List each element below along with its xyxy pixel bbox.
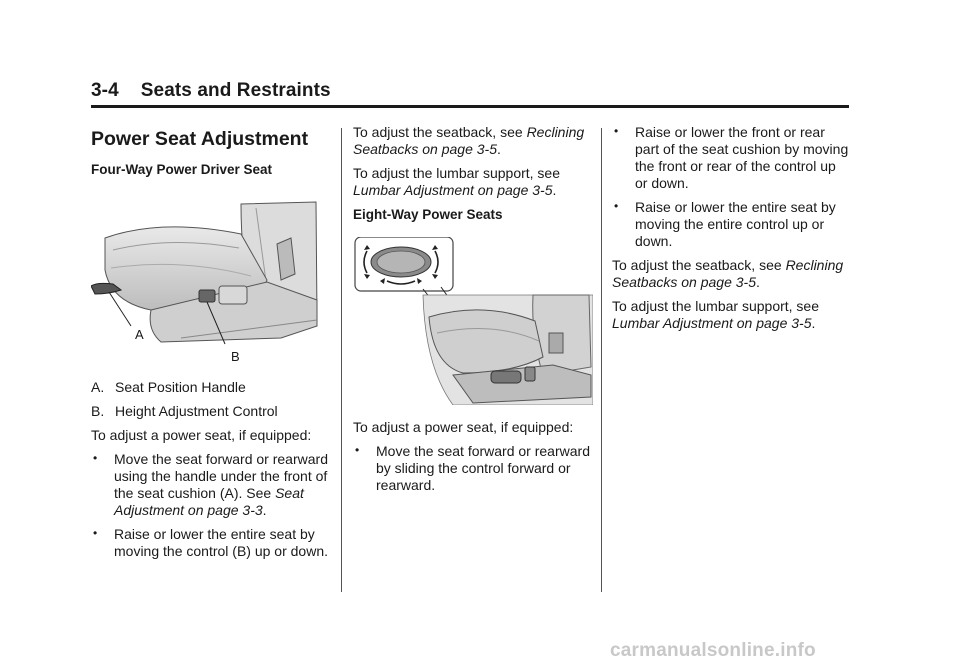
bullet-icon: • <box>614 199 619 213</box>
cross-reference-link[interactable]: Seat Adjustment on page 3-3 <box>114 485 304 518</box>
column-2 <box>353 124 593 501</box>
seat-control-illustration-icon <box>353 237 593 405</box>
chapter-title: Seats and Restraints <box>140 80 331 101</box>
subheading-eight-way: Eight-Way Power Seats <box>353 207 503 222</box>
column-divider <box>601 128 602 592</box>
cross-reference-link[interactable]: Reclining Seatbacks on page 3-5 <box>612 257 844 290</box>
paragraph: To adjust the seatback, see Reclining Seatbacks on page 3-5. <box>612 257 844 290</box>
cross-reference-link[interactable]: Lumbar Adjustment on page 3-5 <box>353 182 553 198</box>
page-header <box>91 80 849 102</box>
list-item <box>353 443 593 494</box>
section-title: Power Seat Adjustment <box>91 128 309 150</box>
bullet-text: Raise or lower the entire seat by moving the control (B) up or down. <box>114 526 328 559</box>
legend-item <box>91 403 331 420</box>
paragraph: To adjust the lumbar support, see Lumbar Adjustment on page 3-5. <box>612 298 820 331</box>
seat-illustration-icon <box>91 198 331 366</box>
subheading-four-way: Four-Way Power Driver Seat <box>91 162 273 177</box>
bullet-text: Move the seat forward or rearward using the handle under the front of the seat cushion (A). See <box>114 451 328 501</box>
bullet-text: Move the seat forward or rearward by sliding the control forward or rearward. <box>376 443 590 493</box>
intro-text: To adjust a power seat, if equipped: <box>353 419 574 435</box>
intro-text: To adjust a power seat, if equipped: <box>91 427 312 443</box>
cross-reference-link[interactable]: Lumbar Adjustment on page 3-5 <box>612 315 812 331</box>
eight-way-seat-figure <box>353 237 593 405</box>
legend-text: Height Adjustment Control <box>115 403 278 419</box>
bullet-text: Raise or lower the entire seat by moving the entire control up or down. <box>635 199 836 249</box>
header-title <box>91 80 849 102</box>
bullet-icon: • <box>93 526 98 540</box>
cross-reference-link[interactable]: Reclining Seatbacks on page 3-5 <box>353 124 585 157</box>
bullet-icon: • <box>355 443 360 457</box>
bullet-icon: • <box>93 451 98 465</box>
list-item <box>91 526 331 560</box>
legend-key: A. <box>91 379 105 395</box>
page-number: 3-4 <box>91 80 119 101</box>
list-item <box>612 199 852 250</box>
callout-a: A <box>135 327 144 342</box>
column-3 <box>612 124 852 339</box>
header-rule <box>91 105 849 108</box>
list-item: • Move the seat forward or rearward using the handle under the front of the seat cushion (A). See Seat Adjustment on page 3-3. <box>93 451 328 518</box>
paragraph: To adjust the lumbar support, see Lumbar Adjustment on page 3-5. <box>353 165 561 198</box>
four-way-seat-figure <box>91 198 331 366</box>
column-1 <box>91 124 331 567</box>
watermark: carmanualsonline.info <box>610 640 816 661</box>
list-item <box>612 124 852 192</box>
paragraph: To adjust the seatback, see Reclining Seatbacks on page 3-5. <box>353 124 585 157</box>
legend-text: Seat Position Handle <box>115 379 246 395</box>
legend-item <box>91 379 331 396</box>
legend-key: B. <box>91 403 105 419</box>
column-divider <box>341 128 342 592</box>
bullet-text: Raise or lower the front or rear part of the seat cushion by moving the front or rear of the control up or down. <box>635 124 849 191</box>
bullet-icon: • <box>614 124 619 138</box>
callout-b: B <box>231 349 240 364</box>
